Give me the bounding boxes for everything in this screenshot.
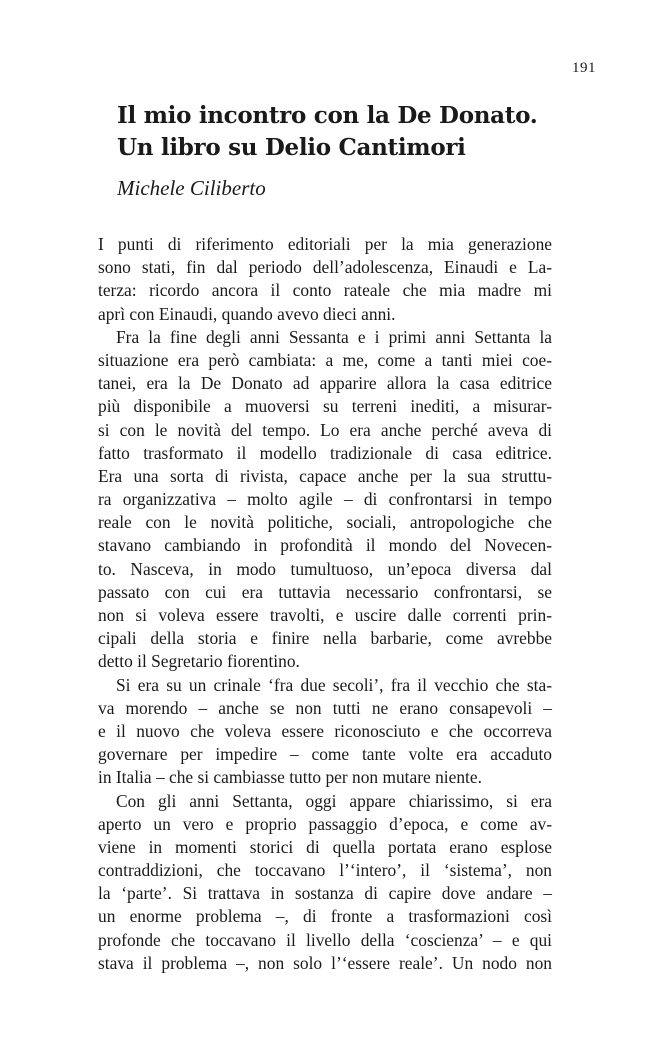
body-line: aperto un vero e proprio passaggio d’epoca, e come av- xyxy=(98,813,552,834)
body-line: contraddizioni, che toccavano l’‘intero’, il ‘sistema’, non xyxy=(98,860,552,881)
chapter-author: Michele Ciliberto xyxy=(117,176,266,200)
chapter-title-line-2: Un libro su Delio Cantimori xyxy=(117,134,466,161)
body-line: aprì con Einaudi, quando avevo dieci anni. xyxy=(98,303,396,324)
body-line: Si era su un crinale ‘fra due secoli’, fra il vecchio che sta- xyxy=(116,674,552,695)
body-text xyxy=(98,233,552,975)
body-line: profonde che toccavano il livello della ‘coscienza’ – e qui xyxy=(98,929,552,950)
body-line: to. Nasceva, in modo tumultuoso, un’epoca diversa dal xyxy=(98,558,552,579)
body-line: viene in momenti storici di quella portata erano esplose xyxy=(98,836,552,857)
body-line: situazione era però cambiata: a me, come a tanti miei coe- xyxy=(98,349,552,370)
body-line: la ‘parte’. Si trattava in sostanza di capire dove andare – xyxy=(98,883,552,904)
body-line: si con le novità del tempo. Lo era anche perché aveva di xyxy=(98,419,552,440)
body-line: detto il Segretario fiorentino. xyxy=(98,651,300,672)
chapter-title-line-1: Il mio incontro con la De Donato. xyxy=(117,102,538,129)
body-line: stava il problema –, non solo l’‘essere reale’. Un nodo non xyxy=(98,952,552,973)
body-line: e il nuovo che voleva essere riconosciuto e che occorreva xyxy=(98,720,552,741)
body-line: in Italia – che si cambiasse tutto per non mutare niente. xyxy=(98,767,482,788)
body-line: cipali della storia e finire nella barbarie, come avrebbe xyxy=(98,628,552,649)
body-line: governare per impedire – come tante volte era accaduto xyxy=(98,744,552,765)
body-line: ra organizzativa – molto agile – di confrontarsi in tempo xyxy=(98,489,552,510)
body-line: va morendo – anche se non tutti ne erano consapevoli – xyxy=(98,697,552,718)
body-line: un enorme problema –, di fronte a trasformazioni così xyxy=(98,906,552,927)
page-number: 191 xyxy=(572,60,596,76)
body-line: terza: ricordo ancora il conto rateale che mia madre mi xyxy=(98,280,552,301)
chapter-heading xyxy=(117,100,587,202)
body-line: I punti di riferimento editoriali per la mia generazione xyxy=(98,234,552,254)
body-line: stavano cambiando in profondità il mondo del Novecen- xyxy=(98,535,552,556)
body-line: non si voleva essere travolti, e uscire dalle correnti prin- xyxy=(98,605,552,625)
body-line: sono stati, fin dal periodo dell’adolescenza, Einaudi e La- xyxy=(98,257,552,278)
body-line: tanei, era la De Donato ad apparire allora la casa editrice xyxy=(98,373,552,394)
body-line: Era una sorta di rivista, capace anche per la sua struttu- xyxy=(98,465,552,486)
body-line: fatto trasformato il modello tradizionale di casa editrice. xyxy=(98,442,552,463)
body-line: reale con le novità politiche, sociali, antropologiche che xyxy=(98,512,552,533)
body-line: Con gli anni Settanta, oggi appare chiarissimo, si era xyxy=(116,790,552,811)
body-line: passato con cui era tuttavia necessario confrontarsi, se xyxy=(98,581,552,602)
body-line: più disponibile a muoversi su terreni inediti, a misurar- xyxy=(98,396,552,417)
body-line: Fra la fine degli anni Sessanta e i primi anni Settanta la xyxy=(116,326,552,347)
